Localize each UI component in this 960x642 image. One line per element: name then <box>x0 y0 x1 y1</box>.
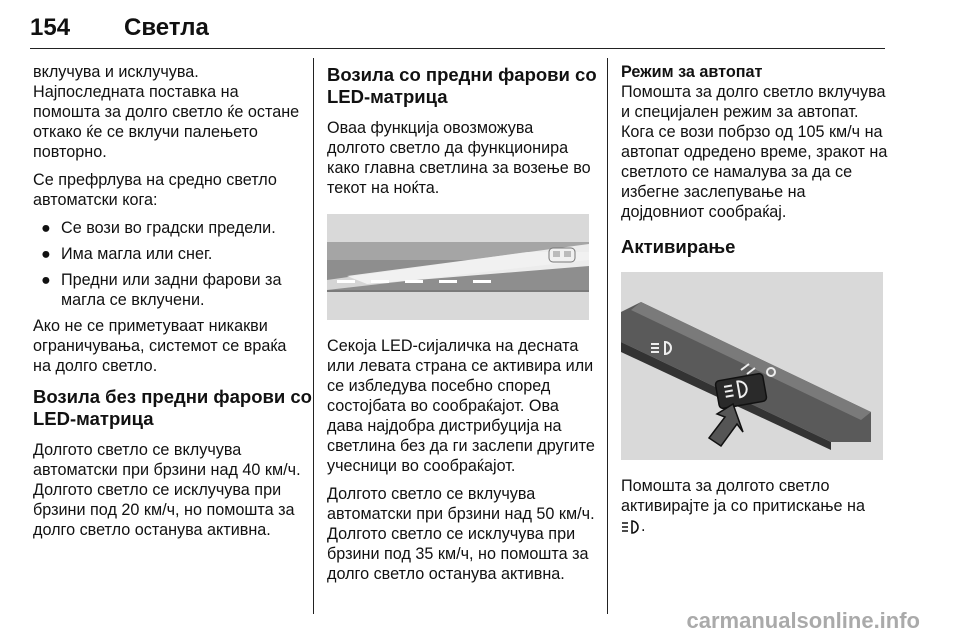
paragraph: Секоја LED-сијаличка на десната или левата страна се активира или се избледува посебно според состојбата во сообраќајот. Ова дава најдобра дистрибуција на светлина без да ги заслепи другите учесници во сообраќајот. <box>327 337 595 475</box>
stalk-switch-illustration <box>621 272 883 460</box>
watermark: carmanualsonline.info <box>686 608 920 633</box>
list-item: ● Предни или задни фарови за магла се вклучени. <box>41 271 282 309</box>
road-illustration-image <box>327 214 589 320</box>
subsection-heading: Возила со предни фарови со LED-матрица <box>327 64 597 107</box>
column-divider <box>313 58 314 614</box>
page-number: 154 <box>30 14 71 41</box>
column-divider <box>607 58 608 614</box>
bullet-icon: ● <box>41 219 51 237</box>
bullet-icon: ● <box>41 245 51 263</box>
paragraph: Се префрлува на средно светло автоматски кога: <box>33 171 277 209</box>
paragraph: вклучува и исклучува. Најпоследната поставка на помошта за долго светло ќе остане откако ќе се вклучи палењето повторно. <box>33 63 300 161</box>
subsection-heading: Активирање <box>621 236 736 257</box>
paragraph: Ако не се приметуваат никакви ограничувања, системот се враќа на долго светло. <box>33 317 287 375</box>
subsection-heading: Возила без предни фарови со LED-матрица <box>33 386 312 429</box>
column-3 <box>621 62 891 547</box>
column-2 <box>327 62 597 592</box>
light-stalk-image <box>621 272 883 460</box>
subsection-heading: Режим за автопат <box>621 63 763 81</box>
bullet-icon: ● <box>41 271 51 289</box>
section-title: Светла <box>124 14 209 41</box>
list-item: ● Се вози во градски предели. <box>41 219 276 237</box>
paragraph: Оваа функција овозможува долгото светло да функционира како главна светлина за возење во текот на ноќта. <box>327 119 591 197</box>
page-header <box>30 12 885 49</box>
list-item: ● Има магла или снег. <box>41 245 213 263</box>
paragraph: Долгото светло се вклучува автоматски при брзини над 50 км/ч. Долгото светло се исклучува при брзини под 35 км/ч, но помошта за долго светло останува активна. <box>327 485 595 583</box>
paragraph: Долгото светло се вклучува автоматски при брзини над 40 км/ч. Долгото светло се исклучува при брзини под 20 км/ч, но помошта за долго светло останува активна. <box>33 441 301 539</box>
high-beam-icon <box>621 519 641 539</box>
paragraph: Помошта за долгото светло активирајте ја со притискање на . <box>621 476 891 539</box>
column-1 <box>33 62 312 548</box>
led-matrix-road-illustration <box>327 214 589 320</box>
paragraph: Помошта за долго светло вклучува и специјален режим за автопат. Кога се вози побрзо од 105 км/ч на автопат одредено време, зракот на светлото се намалува за да се избегне заслепување на дојдовниот сообраќај. <box>621 83 888 221</box>
bullet-list <box>33 218 303 310</box>
